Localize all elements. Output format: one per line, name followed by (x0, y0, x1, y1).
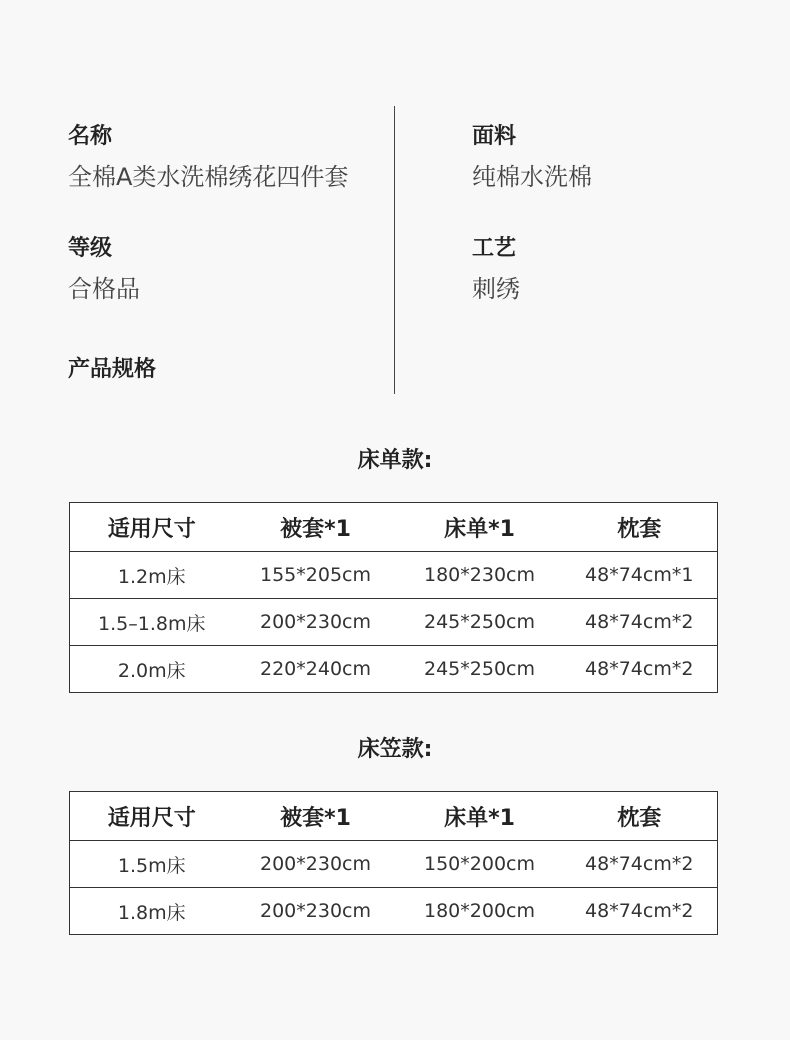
col-header-pillowcase: 枕套 (562, 792, 718, 841)
table-cell: 48*74cm*2 (562, 888, 718, 935)
table-cell: 48*74cm*1 (562, 552, 718, 599)
table-cell: 1.8m床 (70, 888, 234, 935)
table-cell: 220*240cm (234, 646, 398, 693)
table-cell: 1.5–1.8m床 (70, 599, 234, 646)
product-spec-block (0, 0, 790, 400)
flat-sheet-size-table (69, 502, 718, 693)
spec-fabric-label: 面料 (472, 124, 517, 149)
spec-craft (472, 234, 520, 306)
col-header-size: 适用尺寸 (70, 503, 234, 552)
spec-fabric-value: 纯棉水洗棉 (472, 163, 592, 191)
table-header-row (70, 503, 718, 552)
col-header-pillowcase: 枕套 (562, 503, 718, 552)
table-cell: 48*74cm*2 (562, 599, 718, 646)
spec-size-label: 产品规格 (68, 357, 157, 382)
spec-grade-value: 合格品 (68, 275, 140, 303)
table-row (70, 552, 718, 599)
table-cell: 245*250cm (398, 646, 562, 693)
col-header-duvet-cover: 被套*1 (234, 503, 398, 552)
table-cell: 245*250cm (398, 599, 562, 646)
table-header-row (70, 792, 718, 841)
table-cell: 1.5m床 (70, 841, 234, 888)
spec-craft-label: 工艺 (472, 236, 517, 261)
spec-divider (394, 106, 395, 394)
table-cell: 200*230cm (234, 599, 398, 646)
table-cell: 48*74cm*2 (562, 646, 718, 693)
spec-craft-value: 刺绣 (472, 275, 520, 303)
table-cell: 155*205cm (234, 552, 398, 599)
spec-grade-label: 等级 (68, 236, 113, 261)
table-row (70, 888, 718, 935)
table-row (70, 646, 718, 693)
col-header-bed-sheet: 床单*1 (398, 792, 562, 841)
spec-name-label: 名称 (68, 124, 113, 149)
table-cell: 180*230cm (398, 552, 562, 599)
table-cell: 180*200cm (398, 888, 562, 935)
flat-sheet-section-title: 床单款: (357, 448, 433, 473)
table-cell: 1.2m床 (70, 552, 234, 599)
table-row (70, 841, 718, 888)
table-cell: 200*230cm (234, 888, 398, 935)
spec-fabric (472, 122, 592, 194)
fitted-sheet-size-table (69, 791, 718, 935)
spec-size (68, 355, 156, 385)
table-cell: 150*200cm (398, 841, 562, 888)
spec-name (68, 122, 348, 194)
table-cell: 48*74cm*2 (562, 841, 718, 888)
table-cell: 200*230cm (234, 841, 398, 888)
col-header-duvet-cover: 被套*1 (234, 792, 398, 841)
col-header-size: 适用尺寸 (70, 792, 234, 841)
table-cell: 2.0m床 (70, 646, 234, 693)
spec-name-value: 全棉A类水洗棉绣花四件套 (68, 163, 349, 191)
col-header-bed-sheet: 床单*1 (398, 503, 562, 552)
table-row (70, 599, 718, 646)
spec-grade (68, 234, 140, 306)
fitted-sheet-section-title: 床笠款: (357, 737, 433, 762)
